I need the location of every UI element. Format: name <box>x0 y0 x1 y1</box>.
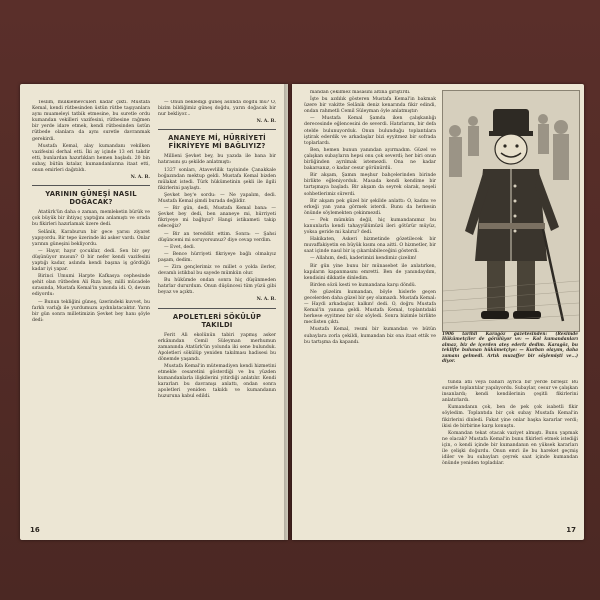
paragraph: — Pek mümkün değil, hiç kumandanımız bu kanunlarla kendi tahayyülümüzü ileri götürür müyüz, yoksa geride mi kalırız? dedi. <box>304 217 436 236</box>
paragraph: Ne güzelim kumandan, böyle hislerle geçen gecelerden daha güzel bir şey olamazdı. Mustafa Kemal: — Haydi arkadaşlar, kalkın! dedi. O, doğru Mustafa Kemal'in yanına geldi. Mustafa Kemal, toplantıdaki herkese eyyitmez bir söz söyledi. Sonra bizimle birlikte meclisten çıktı. <box>304 289 436 326</box>
paragraph: Selânik, Karaburun bir gece yarısı ziyaret yapıyordu. Bir tepe üzerinde iki asker vardı. Onlar yarının güneşini bekliyordu. <box>32 229 150 247</box>
paragraph: Mustafa Kemal, alay kumandanı vekilken vazifesini derhal etti. İki ay içinde 13 eri takdir etti, bunlardan hazırlıkları hemen başladı. 20 bin subay, bütün kıtalar, kumandanlarına itaat etti, onun emirleri dağıtıldı. <box>32 143 150 174</box>
left-column-2 <box>158 100 276 520</box>
paragraph: Birden sözü kesti ve kumandana karşı döndü. <box>310 282 417 288</box>
paragraph: Mustafa Kemal, resmi bir kumandan ve bütün subaylara zorla çekildi, kumandan biz ona itaat ettik ve bu tartışma da kapandı. <box>304 327 436 345</box>
paragraph: — Evet, dedi. <box>164 244 196 250</box>
paragraph: 1327 sonları, Atavevlilik tayininde Çanakkale boğazından mektup geldi. Mustafa Kemal bizden mülakat istedi. Türk hükümetinin şekli ile ilgili fikirlerini paylaştı. <box>158 167 276 191</box>
paragraph: — Zira gençlerimiz ve millet o yolda ilerler, devamlı istikbal bu sayede mümkün olur. <box>158 264 276 277</box>
karagoz-cartoon-image <box>443 91 579 331</box>
paragraph: Bir akşam, Şamın meşhur bahçelerinden birinde birlikte eğleniyorduk. Masada kendi kendime bir tartışmaya başladı. Bir akşam da seyrek olarak, neşeli sohbetlerimiz sürerdi. <box>304 173 436 197</box>
paragraph: Ferit Ali ekolünün tabiri yapmış asker erkânından Cemil Süleyman merhumun zamanında Atatürk'ün yolunda iki sene bulunduk. Apoletleri sökülüp yeniden takılması hadisesi bu dönemde yaşandı. <box>158 332 276 362</box>
page-number: 16 <box>30 526 40 534</box>
paragraph: Teslim, mülkiemevcüleri kadar çıktı. Mustafa Kemal, kendi rütbesinden üstün rütbe taşıyanlara aynı muameleyi tatbik etmesine, bu suretle ordu kumandan vekilleri vazifesini, rütbesine rağmen bir yerde idare etmek, kendi rütbesinden üstün rütbede olanlara da aynı suretle davranmak gerekirdi. <box>32 100 150 142</box>
divider <box>158 308 276 309</box>
caricature-illustration <box>442 90 580 332</box>
paragraph: Şevket bey'e sordu: — Ne yapalım, dedi. Mustafa Kemal şimdi burada değildir. <box>158 192 276 205</box>
paragraph: Birinci Umumi Harpte Kafkasya cephesinde şehit olan rütbeden Ali Rıza bey, milli mücadele sırasında, Mustafa Kemal'in yanında idi. O, devam ediyordu: <box>32 274 150 298</box>
page-number: 17 <box>566 526 576 534</box>
paragraph: — Mustafa Kemal Şamda iken çalışkanlığı derecesinde eğlencesini de severdi. Hatırlarım, bir defa otelde bulunuyorduk. Onun bulunduğu toplantılara iştirak ederdik ve arkadaşlar bizi eyyitmez bir sofrada toplarlardı. <box>304 116 436 146</box>
paragraph: — Hayır, hayır çocuklar, dedi. Sen bir şey düşünüyor musun? O bir nefer kendi vazifesini yaptığı kadar, aslında kendi başına iş gördüğü kadar iyi yapar. <box>32 248 150 273</box>
signature: N. A. B. <box>256 297 276 303</box>
paragraph: Bir akşam pek güzel bir şekilde anlattı: O, kadını ve erkeği yan yana görmek isterdi. Bunu da herkesin önünde söylemekten çekinmezdi. <box>304 198 436 216</box>
right-page <box>292 84 584 540</box>
paragraph: Millieni Şevket bey, bu yazıda ile bana bir hatırasını şu şekilde anlatmıştı: <box>158 154 276 166</box>
signature: N. A. B. <box>256 119 276 125</box>
paragraph: Ben, hemen bunun yanından ayırmadım. Güzel ve çalışkan subayların hepsi onu çok severdi; her biri onun birliğinden ayrılmak istemezdi. Ona ne kadar bakarsanız, o kadar cesur görünürdü. <box>304 147 436 172</box>
paragraph: — Bunun tekliğini güneş, üzerindeki kuvvet, bu farklı varlığı ile yurdumuzu aydınlatacaktır. Yarın bir gün sonra milletimizin Şevket bey hanı şöyle dedi: <box>32 299 150 323</box>
left-column-1 <box>32 100 150 520</box>
paragraph: Kumandanın çok, ben de pek çok isabetli fikir söyledim. Toplantıda bir çok subay Mustafa Kemal'in fikirlerini dinledi. Fakat yine onlar başka kararlar verdi; ikisi de birbirine karşı konuştu. <box>442 405 578 429</box>
paragraph: Atatürk'ün daha o zaman, memleketin bürük ve çok büyük bir ihtiyaç yaptığını anlamıştı ve orada bu fikirleri hazırlamak üzere dedi. <box>32 210 150 228</box>
paragraph: — Bence hürriyeti fikriyeye bağlı olmalıyız paşam, dedim. <box>158 251 276 263</box>
paragraph: Komandan tekat otacak vaziyet almıştı. Bunu yapmak ne olacak? Mustafa Kemal'in bunu fikirleri etmek istediği için, o kendi içinde bir kumandanın en yüksek kararları ile çelişki doğurdu. Onun emri ile bu hareket geçmiş idiler ve bu subayları çeyrek saat içinde kumandan önünde yeniden topladılar. <box>442 430 578 467</box>
article-heading: YARININ GÜNEŞİ NASIL DOĞACAK? <box>45 190 137 207</box>
article-heading: ANANEYE Mİ, HÜRRİYETİ FİKRİYEYE Mİ BAĞLIYIZ? <box>168 134 266 151</box>
divider <box>158 129 276 130</box>
paragraph: — Bir gün, dedi, Mustafa Kemal bana: — Şevket bey dedi, ben ananeye mi, hürriyeti fikriyeye mi bağlıyız? Hangi istikameti takip edeceğiz? <box>158 206 276 230</box>
paragraph: İşte bu azdılık gösteren Mustafa Kemal'in bakmak üzere bir vakitte Selânik deniz kenarında fikir edindi, ondan rahmetli Cemil Süleyman öyle anlatmıştır: <box>304 97 436 115</box>
right-column-1 <box>304 90 436 520</box>
article-heading: APOLETLERİ SÖKÜLÜP TAKILDI <box>172 312 262 329</box>
paragraph: Bu hükümde ondan sonra hiç düşünmeden hatırlar dururdum. Onun düşüncesi tüm yüzü gibi beyaz ve açıktı. <box>158 278 276 296</box>
right-column-2 <box>442 380 578 518</box>
paragraph: Mustafa Kemal'in mütemadiyen kendi hizmetini etmekle cesaretini gösterdiği ve bu yüzden kumandanlarla ilişkilerini yitirdiği anlatılır. Kendi kararları bu davranışı anlattı, ondan sonra apoletleri yeniden takıldı ve kumandanın huzuruna kabul edildi. <box>158 364 276 400</box>
paragraph: mandan çekilmez masasını altına giriştirdi. <box>310 90 411 95</box>
illustration-caption: 1906 tarihli Karagöz gazetesinden: (Resimde Hükümetçiler de görülüyor ve: — Kol kumandanları almaz, biz de içerden ateş ederiz dedim. Karagöz, bu teklifte bulunan hükümetçiye: — Kurban olayım, daha zamanı gelmedi. Artık muzaffer bir söylemişti ve...) diyor. <box>442 332 578 365</box>
paragraph: — Onun beklediği güneş aslında doğdu mu? O, bizim bildiğimiz güneş doğdu, yarın doğacak bir nur bekliyor... <box>158 100 276 118</box>
paragraph: Bir gün yine bunu bir münasebet ile anlatırken, kapıların kapanmasını emretti. Ben de yanındaydım, kendisini dikkatle dinledim. <box>304 263 436 281</box>
left-page <box>20 84 288 540</box>
paragraph: — Allahım, dedi, kaderimizi kendimiz çizelim! <box>310 256 417 262</box>
paragraph: Hakikaten, Askeri hizmetinde gözetilecek bir muvaffakiyetin en büyük kısmı ona aitti. O hizmetler, bir saat içinde nasıl bir iş çıkarılabileceğini gösterdi. <box>304 237 436 255</box>
signature: N. A. B. <box>130 175 150 181</box>
paragraph: tunda atlı veya bahari ayrıca bir yerde birleşir. Bu suretle toplantılar yapılıyordu. Subaylar, cesur ve çalışkan insanlardı; kendi kendilerinin çeşitli fikirlerini anlatırlardı. <box>442 380 578 404</box>
divider <box>32 185 150 186</box>
paragraph: — Bir an tereddüt ettim. Sonra: — Şahsi düşüncemi mi soruyorsunuz? diye cevap verdim. <box>158 231 276 243</box>
